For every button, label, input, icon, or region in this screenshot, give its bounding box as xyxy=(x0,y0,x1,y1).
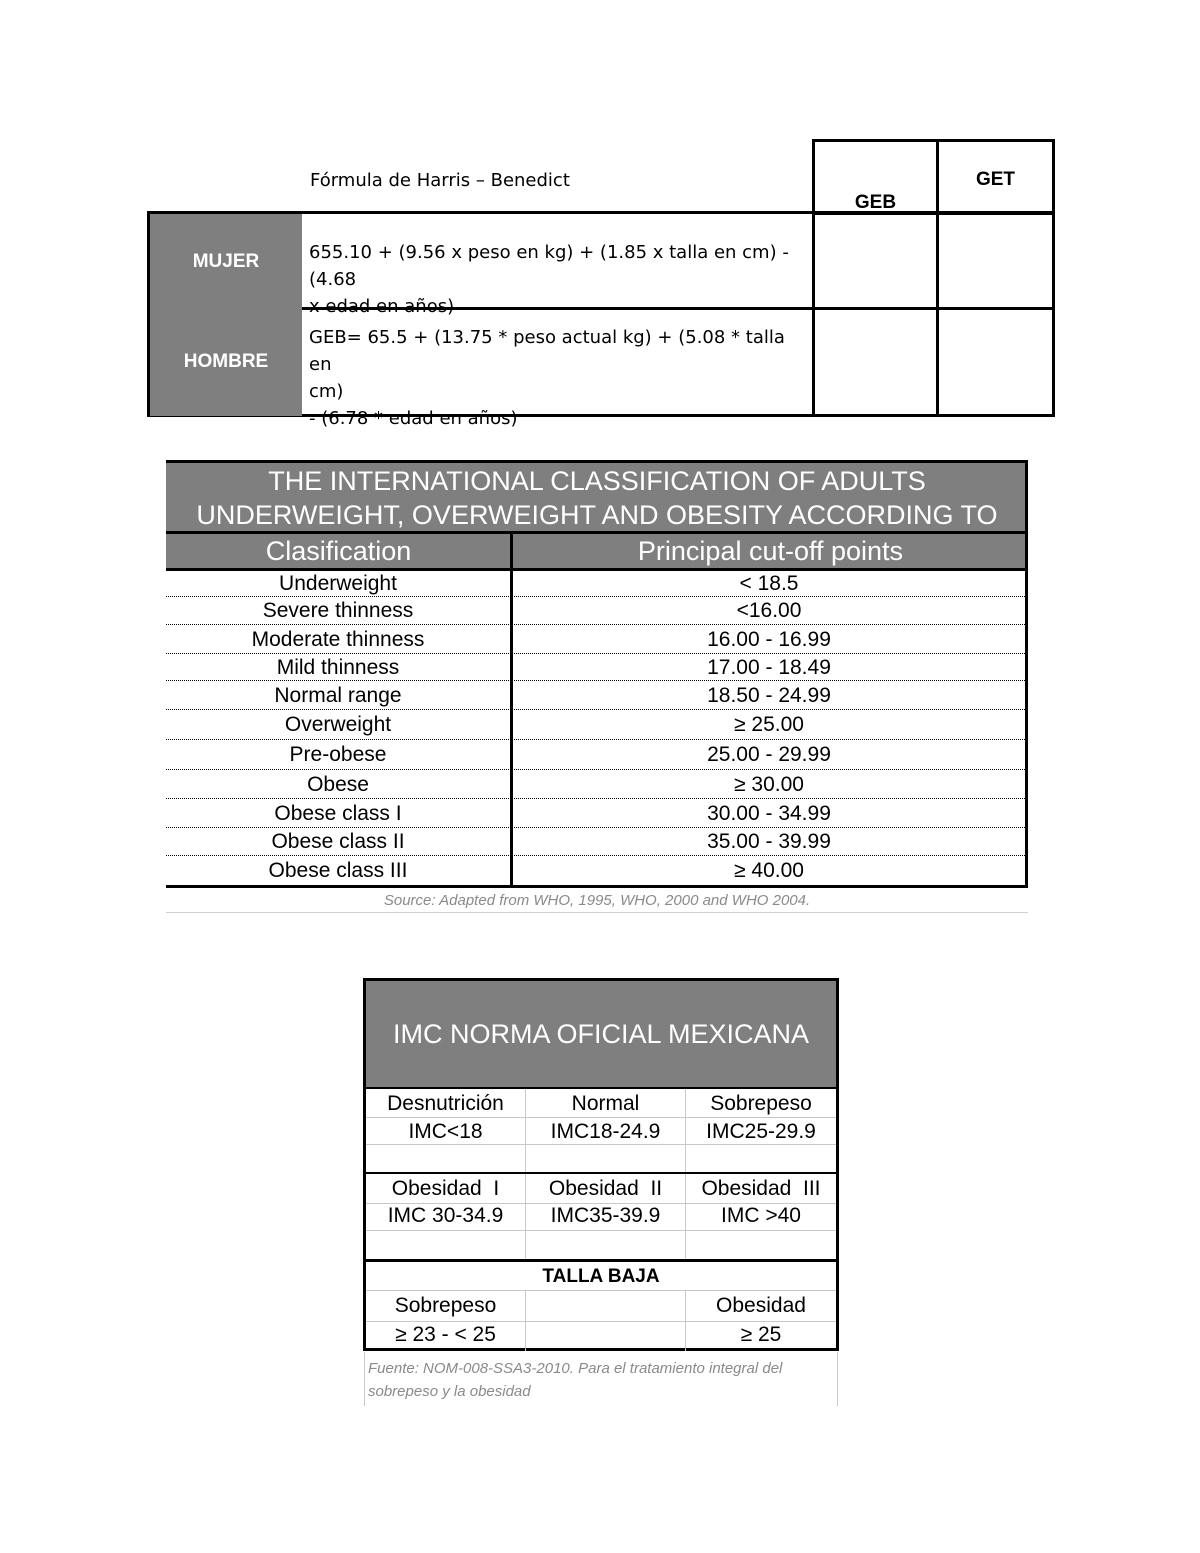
formula-line: x edad en años) xyxy=(309,296,455,317)
grid-line xyxy=(366,1117,836,1118)
who-table-row xyxy=(166,597,1025,625)
classification-name: Overweight xyxy=(284,713,392,736)
banner-line: UNDERWEIGHT, OVERWEIGHT AND OBESITY ACCORDING TO xyxy=(196,500,998,530)
mujer-label xyxy=(147,211,302,309)
who-source-note: Source: Adapted from WHO, 1995, WHO, 2000 and WHO 2004. xyxy=(383,892,811,909)
nom-label-obesidad-2: Obesidad II xyxy=(548,1177,663,1200)
cutoff-value: ≥ 30.00 xyxy=(734,773,804,796)
cutoff-value: 18.50 - 24.99 xyxy=(707,684,831,707)
formula-line: GEB= 65.5 + (13.75 * peso actual kg) + (5.08 * talla en xyxy=(309,327,785,375)
nom-label-normal: Normal xyxy=(571,1092,640,1115)
get-header-cell xyxy=(936,139,1055,215)
cutoff-value: 17.00 - 18.49 xyxy=(707,656,831,679)
nom-value: IMC35-39.9 xyxy=(550,1204,661,1227)
cutoff-header xyxy=(513,534,1028,568)
cutoff-value: ≥ 40.00 xyxy=(734,859,804,882)
grid-line xyxy=(366,1144,836,1145)
get-header: GET xyxy=(975,169,1016,190)
formula-line: 655.10 + (9.56 x peso en kg) + (1.85 x talla en cm) - (4.68 xyxy=(309,242,789,290)
who-table-row xyxy=(166,710,1025,740)
cutoff-value: 30.00 - 34.99 xyxy=(707,802,831,825)
talla-baja-title: TALLA BAJA xyxy=(542,1266,660,1287)
who-table-row xyxy=(166,740,1025,770)
talla-label-obesidad: Obesidad xyxy=(716,1294,806,1317)
cutoff-value: <16.00 xyxy=(736,599,802,622)
nom-source-note xyxy=(368,1357,838,1403)
classification-header xyxy=(166,534,511,568)
cutoff-value: 35.00 - 39.99 xyxy=(707,830,831,853)
hombre-label-text: HOMBRE xyxy=(183,351,269,372)
who-banner xyxy=(166,463,1028,532)
classification-name: Normal range xyxy=(274,684,402,707)
who-table-row xyxy=(166,770,1025,799)
who-table-row xyxy=(166,681,1025,710)
right-border xyxy=(1025,463,1028,887)
formula-line: cm) xyxy=(309,381,344,402)
who-table-row xyxy=(166,654,1025,681)
classification-name: Mild thinness xyxy=(276,656,400,679)
banner-line: THE INTERNATIONAL CLASSIFICATION OF ADULTS xyxy=(268,466,926,496)
nom-title-text: IMC NORMA OFICIAL MEXICANA xyxy=(392,1018,810,1049)
nom-label-sobrepeso: Sobrepeso xyxy=(710,1092,812,1115)
source-underline xyxy=(166,912,1028,913)
classification-name: Pre-obese xyxy=(289,743,387,766)
column-divider xyxy=(812,211,815,417)
geb-header-cell xyxy=(812,139,939,215)
hombre-formula xyxy=(302,324,812,432)
mujer-formula xyxy=(302,239,812,320)
cutoff-header-text: Principal cut-off points xyxy=(637,535,904,566)
classification-name: Severe thinness xyxy=(262,599,414,622)
classification-name: Obese class I xyxy=(274,802,402,825)
nom-title xyxy=(366,981,836,1087)
nom-label-obesidad-1: Obesidad I xyxy=(391,1177,500,1200)
nom-label-obesidad-3: Obesidad III xyxy=(701,1177,821,1200)
classification-name: Underweight xyxy=(279,572,397,595)
cutoff-value: ≥ 25.00 xyxy=(734,713,804,736)
classification-name: Obese class II xyxy=(271,830,405,853)
talla-label-sobrepeso: Sobrepeso xyxy=(394,1294,497,1317)
formula-line: - (6.78 * edad en años) xyxy=(309,408,518,429)
classification-name: Moderate thinness xyxy=(251,628,425,651)
nom-value: IMC25-29.9 xyxy=(706,1120,816,1143)
cutoff-value: 16.00 - 16.99 xyxy=(707,628,831,651)
nom-value: IMC >40 xyxy=(721,1204,801,1227)
talla-value: ≥ 25 xyxy=(740,1323,782,1346)
mujer-label-text: MUJER xyxy=(192,250,260,272)
grid-line xyxy=(366,1230,836,1231)
classification-name: Obese xyxy=(307,773,369,796)
source-line: Fuente: NOM-008-SSA3-2010. Para el tratamiento integral del xyxy=(368,1360,783,1377)
nom-value: IMC18-24.9 xyxy=(550,1120,661,1143)
geb-header: GEB xyxy=(854,192,897,213)
classification-header-text: Clasification xyxy=(265,535,412,566)
source-line: sobrepeso y la obesidad xyxy=(368,1383,531,1400)
who-table-row xyxy=(166,828,1025,856)
column-divider xyxy=(936,211,939,417)
nom-label-desnutricion: Desnutrición xyxy=(387,1092,504,1115)
who-table-row xyxy=(166,625,1025,654)
grid-line xyxy=(366,1321,836,1322)
note-border xyxy=(364,1352,365,1406)
harris-benedict-title: Fórmula de Harris – Benedict xyxy=(310,170,570,191)
who-table-row xyxy=(166,799,1025,828)
section-divider xyxy=(363,1172,839,1174)
cutoff-value: 25.00 - 29.99 xyxy=(707,743,831,766)
nom-value: IMC 30-34.9 xyxy=(387,1204,504,1227)
classification-name: Obese class III xyxy=(268,859,408,882)
title-divider xyxy=(363,1087,839,1089)
grid-column xyxy=(525,1290,526,1351)
nom-value: IMC<18 xyxy=(408,1120,483,1143)
section-divider xyxy=(363,1259,839,1262)
grid-line xyxy=(366,1290,836,1291)
talla-value: ≥ 23 - < 25 xyxy=(395,1323,496,1346)
cutoff-value: < 18.5 xyxy=(739,572,799,595)
who-table-row xyxy=(166,571,1025,597)
table-bottom-border xyxy=(166,885,1028,888)
hombre-label xyxy=(147,308,302,416)
who-table-row xyxy=(166,856,1025,885)
